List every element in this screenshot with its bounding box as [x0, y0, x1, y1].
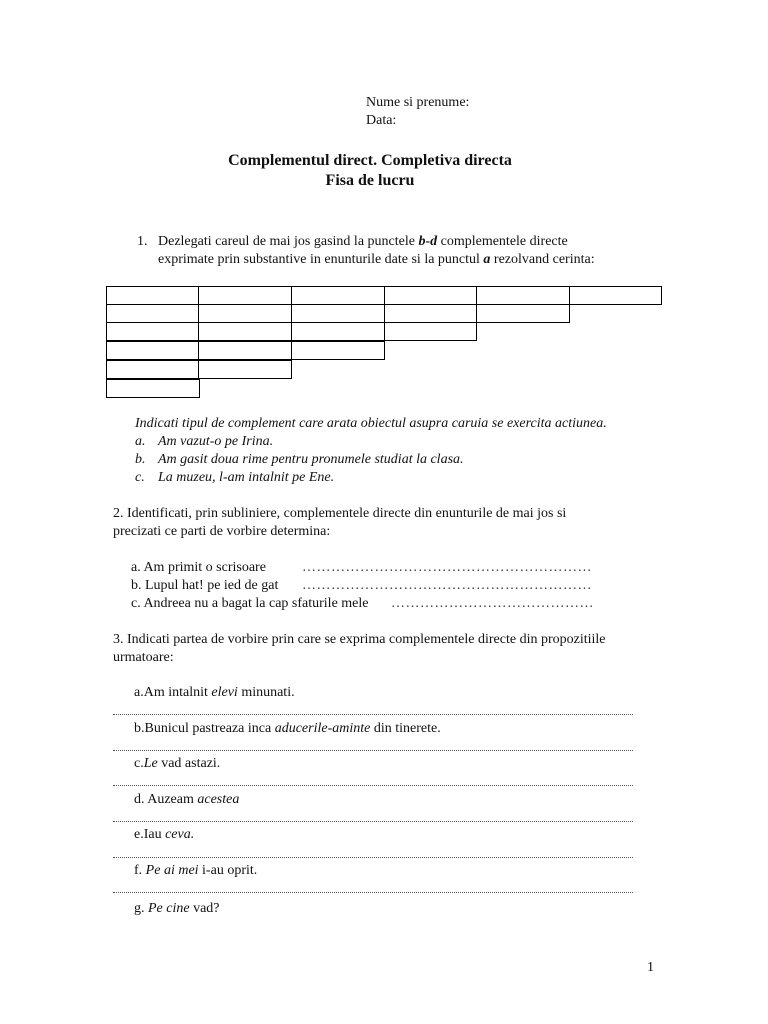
ex3-item: [134, 901, 220, 917]
ex2-item-answer-line[interactable]: ……………………………………: [391, 596, 594, 611]
ex2-item-answer-line[interactable]: ……………………………………………………: [302, 560, 592, 575]
ex3-answer-line[interactable]: [113, 821, 633, 822]
document-title: Complementul direct. Completiva directa: [228, 152, 512, 169]
grid-cell[interactable]: [106, 322, 199, 341]
ex3-item-emphasis: ceva.: [165, 827, 195, 842]
ex1-instruction: Indicati tipul de complement care arata obiectul asupra caruia se exercita actiunea.: [135, 416, 607, 431]
ex1-line1-pre: Dezlegati careul de mai jos gasind la punctele: [158, 234, 419, 249]
grid-cell[interactable]: [384, 286, 477, 305]
grid-cell[interactable]: [291, 341, 385, 360]
ex1-item-letter: a.: [135, 434, 146, 449]
grid-cell[interactable]: [198, 360, 292, 379]
ex1-line2-pre: exprimate prin substantive in enunturile date si la punctul: [158, 252, 484, 267]
ex3-item-post: minunati.: [237, 685, 295, 700]
ex3-item-post: din tinerete.: [370, 721, 441, 736]
ex3-item-pre: b.Bunicul pastreaza inca: [134, 721, 275, 736]
grid-cell[interactable]: [384, 322, 477, 341]
ex3-item: [134, 756, 220, 772]
grid-cell[interactable]: [476, 286, 570, 305]
grid-cell[interactable]: [291, 304, 385, 323]
grid-cell[interactable]: [106, 379, 200, 398]
ex3-item-pre: e.Iau: [134, 827, 166, 842]
grid-cell[interactable]: [198, 304, 292, 323]
ex3-item-post: i-au oprit.: [198, 863, 258, 878]
grid-cell[interactable]: [198, 322, 292, 341]
grid-cell[interactable]: [198, 286, 292, 305]
date-label: Data:: [366, 113, 397, 128]
ex3-line1: 3. Indicati partea de vorbire prin care se exprima complementele directe din propozitiile: [113, 632, 606, 647]
ex2-item-answer-line[interactable]: ……………………………………………………: [302, 578, 592, 593]
ex3-item-emphasis: Pe ai mei: [145, 863, 199, 878]
ex1-number: 1.: [137, 234, 148, 249]
ex3-item-post: vad astazi.: [157, 756, 221, 771]
ex1-line1-post: complementele directe: [437, 234, 568, 249]
ex1-line2-post: rezolvand cerinta:: [490, 252, 595, 267]
document-subtitle: Fisa de lucru: [325, 172, 415, 189]
ex3-answer-line[interactable]: [113, 785, 633, 786]
grid-cell[interactable]: [384, 304, 477, 323]
ex3-item: [134, 827, 194, 843]
ex3-answer-line[interactable]: [113, 857, 633, 858]
grid-cell[interactable]: [476, 304, 570, 323]
ex3-item-pre: c.: [134, 756, 144, 771]
ex3-item-emphasis: Le: [143, 756, 158, 771]
ex1-item-letter: b.: [135, 452, 146, 467]
name-label: Nume si prenume:: [366, 95, 470, 110]
ex3-item-pre: f.: [134, 863, 146, 878]
grid-cell[interactable]: [106, 286, 199, 305]
ex1-line2: [158, 252, 595, 268]
ex3-item-post: vad?: [189, 901, 220, 916]
ex1-item-letter: c.: [135, 470, 145, 485]
ex3-answer-line[interactable]: [113, 750, 633, 751]
ex1-line1-bold: b-d: [418, 234, 438, 249]
ex3-item-pre: g.: [134, 901, 148, 916]
ex3-line2: urmatoare:: [113, 650, 174, 665]
ex1-line1: [158, 234, 568, 250]
ex3-item-pre: a.Am intalnit: [134, 685, 212, 700]
ex3-item: [134, 721, 441, 737]
ex2-item-text: c. Andreea nu a bagat la cap sfaturile mele: [131, 596, 369, 611]
ex3-item: [134, 685, 295, 701]
ex1-item-text: Am gasit doua rime pentru pronumele studiat la clasa.: [158, 452, 464, 467]
grid-cell[interactable]: [569, 286, 662, 305]
page-number: 1: [647, 960, 654, 975]
ex1-line2-bold: a: [483, 252, 491, 267]
grid-cell[interactable]: [291, 286, 385, 305]
ex3-item: [134, 863, 257, 879]
grid-cell[interactable]: [106, 341, 199, 360]
ex2-line2: precizati ce parti de vorbire determina:: [113, 524, 331, 539]
ex3-item-pre: d. Auzeam: [134, 792, 198, 807]
ex3-item-emphasis: Pe cine: [148, 901, 190, 916]
ex3-item: [134, 792, 239, 808]
ex3-item-emphasis: elevi: [211, 685, 238, 700]
ex3-answer-line[interactable]: [113, 892, 633, 893]
ex3-item-emphasis: aducerile-aminte: [274, 721, 371, 736]
grid-cell[interactable]: [291, 322, 385, 341]
ex1-item-text: La muzeu, l-am intalnit pe Ene.: [158, 470, 335, 485]
grid-cell[interactable]: [106, 304, 199, 323]
ex2-item-text: b. Lupul hat! pe ied de gat: [131, 578, 279, 593]
ex3-item-emphasis: acestea: [197, 792, 240, 807]
ex3-answer-line[interactable]: [113, 714, 633, 715]
ex2-line1: 2. Identificati, prin subliniere, complementele directe din enunturile de mai jos si: [113, 506, 567, 521]
grid-cell[interactable]: [198, 341, 292, 360]
grid-cell[interactable]: [106, 360, 199, 379]
ex1-item-text: Am vazut-o pe Irina.: [158, 434, 274, 449]
ex2-item-text: a. Am primit o scrisoare: [131, 560, 266, 575]
